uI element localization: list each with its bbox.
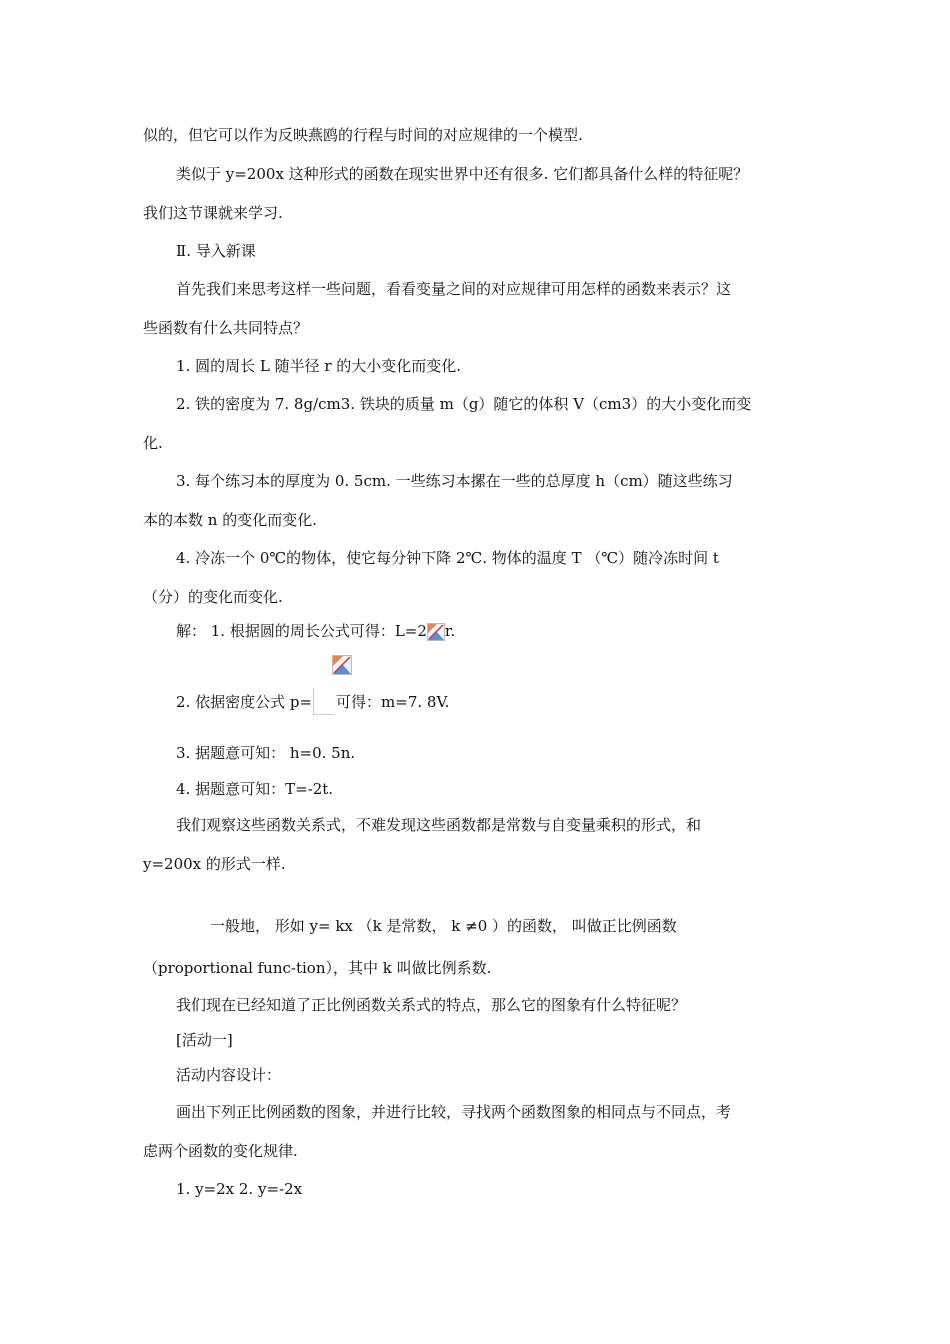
solution-line-4: 4. 据题意可知：T=-2t. — [176, 780, 334, 798]
text-line: 虑两个函数的变化规律. — [143, 1142, 298, 1160]
definition-line: （proportional func-tion），其中 k 叫做比例系数. — [143, 959, 492, 977]
broken-image-icon — [427, 623, 445, 641]
text-line: （分）的变化而变化. — [143, 588, 283, 606]
text-line: 我们观察这些函数关系式，不难发现这些函数都是常数与自变量乘积的形式，和 — [176, 816, 702, 834]
list-item: 1. 圆的周长 L 随半径 r 的大小变化而变化. — [176, 357, 462, 375]
solution-line-3: 3. 据题意可知： h=0. 5n. — [176, 744, 356, 762]
text-line: y=200x 的形式一样. — [143, 855, 286, 873]
definition-line: 一般地， 形如 y= kx （k 是常数， k ≠0 ）的函数， 叫做正比例函数 — [210, 917, 677, 935]
solution-line-1 — [176, 621, 455, 641]
text-line: 本的本数 n 的变化而变化. — [143, 511, 317, 529]
broken-image-icon — [332, 655, 352, 675]
section-heading: Ⅱ. 导入新课 — [176, 242, 256, 260]
list-item: 4. 冷冻一个 0℃的物体，使它每分钟下降 2℃. 物体的温度 T （℃）随冷冻时间 t — [176, 549, 719, 567]
solution-text: 可得：m=7. 8V. — [336, 693, 450, 711]
text-line: 些函数有什么共同特点？ — [143, 319, 309, 337]
fraction-placeholder — [313, 688, 334, 715]
solution-text: 解： 1. 根据圆的周长公式可得：L=2 — [176, 622, 427, 640]
text-line: 画出下列正比例函数的图象，并进行比较，寻找两个函数图象的相同点与不同点，考 — [176, 1103, 732, 1121]
list-item: 2. 铁的密度为 7. 8g/cm3. 铁块的质量 m（g）随它的体积 V（cm3）的大小变化而变 — [176, 395, 752, 413]
text-line: 化. — [143, 434, 163, 452]
exercise-line: 1. y=2x 2. y=-2x — [176, 1180, 303, 1198]
list-item: 3. 每个练习本的厚度为 0. 5cm. 一些练习本摞在一些的总厚度 h（cm）随这些练习 — [176, 472, 733, 490]
activity-heading: [活动一] — [176, 1031, 233, 1049]
text-line: 首先我们来思考这样一些问题，看看变量之间的对应规律可用怎样的函数来表示？这 — [176, 280, 732, 298]
text-line: 似的，但它可以作为反映燕鸥的行程与时间的对应规律的一个模型. — [143, 126, 583, 144]
solution-text: r. — [444, 622, 456, 640]
text-line: 类似于 y=200x 这种形式的函数在现实世界中还有很多. 它们都具备什么样的特征呢？ — [176, 165, 749, 183]
solution-text: 2. 依据密度公式 p= — [176, 693, 313, 711]
text-line: 我们现在已经知道了正比例函数关系式的特点，那么它的图象有什么特征呢？ — [176, 996, 687, 1014]
text-line: 我们这节课就来学习. — [143, 204, 283, 222]
text-line: 活动内容设计： — [176, 1066, 282, 1084]
solution-line-2 — [176, 688, 449, 715]
